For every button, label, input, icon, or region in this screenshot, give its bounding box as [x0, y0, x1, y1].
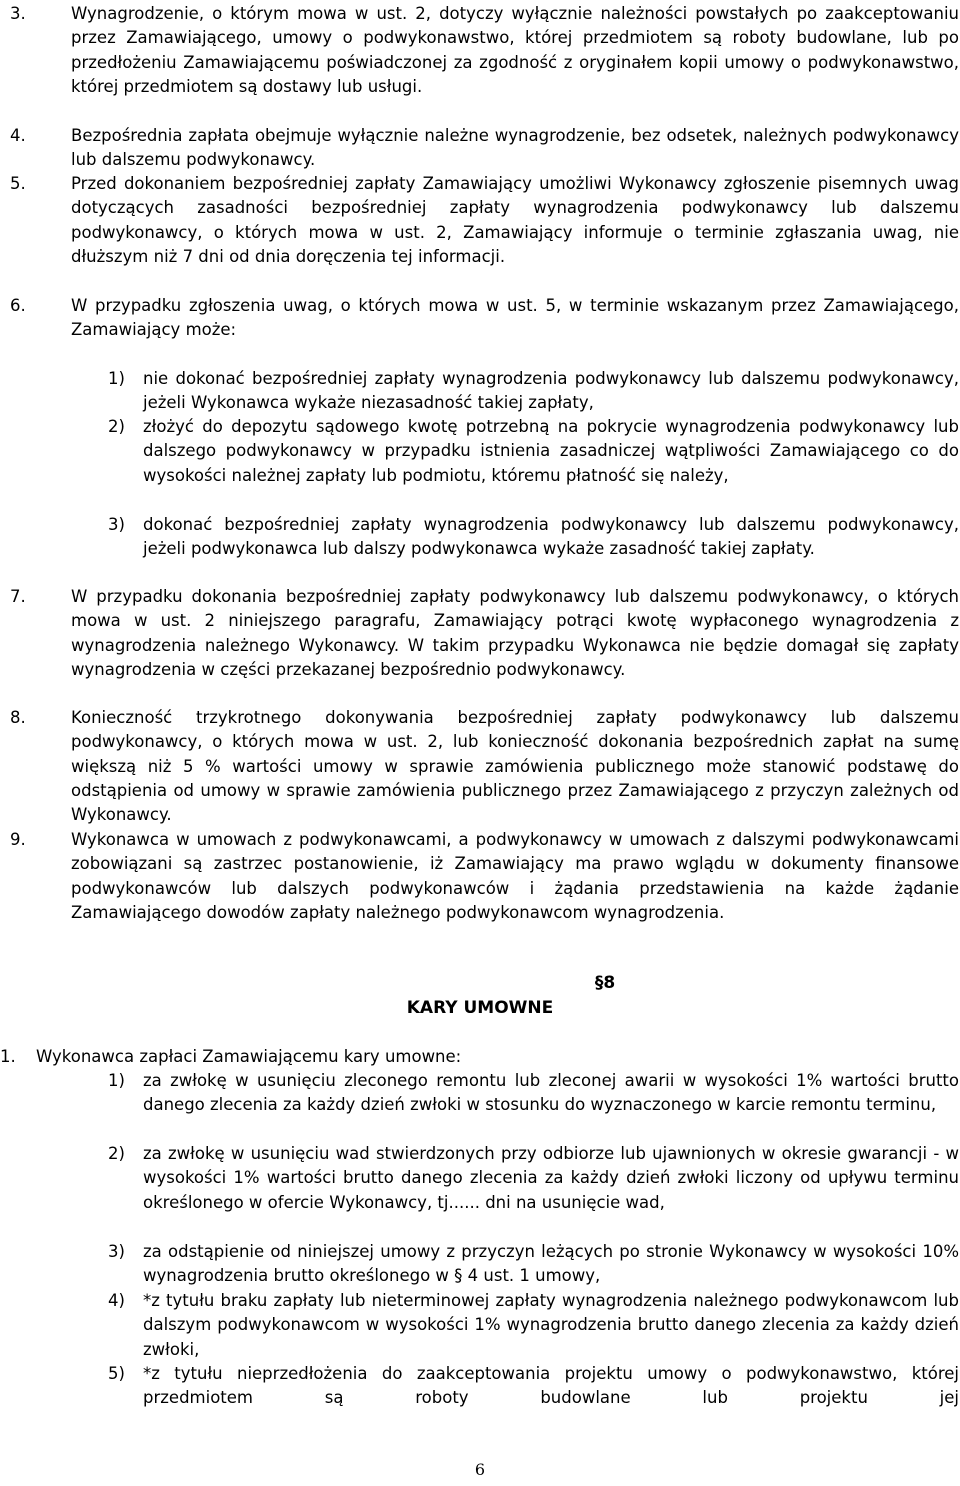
- penalty-sub-3: [0, 1240, 960, 1289]
- section-title: KARY UMOWNE: [406, 998, 554, 1018]
- sub-item-text: dokonać bezpośredniej zapłaty wynagrodzenia podwykonawcy lub dalszemu podwykonawcy, jeżeli podwykonawca lub dalszy podwykonawca wykaże zasadność takiej zapłaty.: [143, 515, 959, 559]
- list-item-number: 5.: [10, 174, 26, 193]
- list-item-text: Przed dokonaniem bezpośredniej zapłaty Zamawiający umożliwi Wykonawcy zgłoszenie pisemnych uwag dotyczących zasadności bezpośredniej zapłaty wynagrodzenia podwykonawcy lub dalszemu podwykonawcy, o których mowa w ust. 2, Zamawiający informuje o terminie zgłaszania uwag, nie dłuższym niż 7 dni od dnia doręczenia tej informacji.: [71, 174, 959, 266]
- sub-item-text: za odstąpienie od niniejszej umowy z przyczyn leżących po stronie Wykonawcy w wysokości 10% wynagrodzenia brutto określonego w § 4 ust. 1 umowy,: [143, 1242, 959, 1286]
- sub-item-number: 3): [108, 1242, 125, 1261]
- list-item-3: [0, 2, 960, 99]
- sub-item-6-3: [0, 513, 960, 562]
- sub-item-text: złożyć do depozytu sądowego kwotę potrzebną na pokrycie wynagrodzenia podwykonawcy lub dalszego podwykonawcy w przypadku istnienia zasadniczej wątpliwości Zamawiającego co do wysokości należnej zapłaty lub podmiotu, któremu płatność się należy,: [143, 417, 959, 485]
- penalty-sub-4: [0, 1289, 960, 1362]
- list-item-number: 3.: [10, 4, 26, 23]
- list-item-6: [0, 294, 960, 343]
- sub-item-text: nie dokonać bezpośredniej zapłaty wynagrodzenia podwykonawcy lub dalszemu podwykonawcy, jeżeli Wykonawca wykaże niezasadność takiej zapłaty,: [143, 369, 959, 413]
- page-number: 6: [474, 1460, 486, 1479]
- penalty-point-1: [0, 1045, 960, 1069]
- list-item-8: [0, 706, 960, 827]
- list-item-text: Wykonawca zapłaci Zamawiającemu kary umowne:: [36, 1047, 462, 1066]
- list-item-7: [0, 585, 960, 682]
- sub-item-text: *z tytułu braku zapłaty lub nieterminowej zapłaty wynagrodzenia należnego podwykonawcom lub dalszym podwykonawcom w wysokości 1% wynagrodzenia brutto danego zlecenia za każdy dzień zwłoki,: [143, 1291, 959, 1359]
- list-item-number: 1.: [0, 1047, 16, 1066]
- penalty-sub-5: [0, 1362, 960, 1411]
- sub-item-number: 2): [108, 1144, 125, 1163]
- list-item-text: Konieczność trzykrotnego dokonywania bezpośredniej zapłaty podwykonawcy lub dalszemu podwykonawcy, o których mowa w ust. 2, lub konieczność dokonania bezpośrednich zapłat na sumę większą niż 5 % wartości umowy w sprawie zamówienia publicznego może stanowić podstawę do odstąpienia od umowy w sprawie zamówienia publicznego przez Zamawiającego z przyczyn zależnych od Wykonawcy.: [71, 708, 959, 825]
- sub-item-text: za zwłokę w usunięciu wad stwierdzonych przy odbiorze lub ujawnionych w okresie gwarancji - w wysokości 1% wartości brutto danego zlecenia za każdy dzień zwłoki liczony od upływu terminu określonego w ofercie Wykonawcy, tj...... dni na usunięcie wad,: [143, 1144, 959, 1212]
- list-item-5: [0, 172, 960, 269]
- list-item-9: [0, 828, 960, 925]
- sub-item-6-1: [0, 367, 960, 416]
- list-item-text: W przypadku zgłoszenia uwag, o których mowa w ust. 5, w terminie wskazanym przez Zamawiającego, Zamawiający może:: [71, 296, 959, 340]
- penalty-sub-2: [0, 1142, 960, 1215]
- sub-item-number: 3): [108, 515, 125, 534]
- penalty-sub-1: [0, 1069, 960, 1118]
- sub-item-text: *z tytułu nieprzedłożenia do zaakceptowania projektu umowy o podwykonawstwo, której przedmiotem są roboty budowlane lub projektu jej: [143, 1364, 959, 1408]
- sub-item-number: 1): [108, 1071, 125, 1090]
- section-number-text: §8: [594, 973, 616, 993]
- list-item-text: Bezpośrednia zapłata obejmuje wyłącznie należne wynagrodzenie, bez odsetek, należnych podwykonawcy lub dalszemu podwykonawcy.: [71, 126, 959, 170]
- sub-item-number: 4): [108, 1291, 125, 1310]
- sub-item-text: za zwłokę w usunięciu zleconego remontu lub zleconej awarii w wysokości 1% wartości brutto danego zlecenia za każdy dzień zwłoki w stosunku do wyznaczonego w karcie remontu terminu,: [143, 1071, 959, 1115]
- list-item-number: 8.: [10, 708, 26, 727]
- list-item-number: 9.: [10, 830, 26, 849]
- list-item-number: 4.: [10, 126, 26, 145]
- list-item-4: [0, 124, 960, 173]
- list-item-text: Wynagrodzenie, o którym mowa w ust. 2, dotyczy wyłącznie należności powstałych po zaakceptowaniu przez Zamawiającego, umowy o podwykonawstwo, której przedmiotem są roboty budowlane, lub po przedłożeniu Zamawiającemu poświadczonej za zgodność z oryginałem kopii umowy o podwykonawstwo, której przedmiotem są dostawy lub usługi.: [71, 4, 959, 96]
- sub-item-number: 5): [108, 1364, 125, 1383]
- list-item-text: Wykonawca w umowach z podwykonawcami, a podwykonawcy w umowach z dalszymi podwykonawcami zobowiązani są zastrzec postanowienie, iż Zamawiający ma prawo wglądu w dokumenty finansowe podwykonawców lub dalszych podwykonawców i żądania przedstawienia na każde żądanie Zamawiającego dowodów zapłaty należnego podwykonawcom wynagrodzenia.: [71, 830, 959, 922]
- section-number: [0, 971, 960, 995]
- list-item-number: 6.: [10, 296, 26, 315]
- list-item-text: W przypadku dokonania bezpośredniej zapłaty podwykonawcy lub dalszemu podwykonawcy, o których mowa w ust. 2 niniejszego paragrafu, Zamawiający potrąci kwotę wypłaconego wynagrodzenia z wynagrodzenia należnego Wykonawcy. W takim przypadku Wykonawca nie będzie domagał się zapłaty wynagrodzenia w części przekazanej bezpośrednio podwykonawcy.: [71, 587, 959, 679]
- list-item-number: 7.: [10, 587, 26, 606]
- sub-item-number: 2): [108, 417, 125, 436]
- sub-item-6-2: [0, 415, 960, 488]
- sub-item-number: 1): [108, 369, 125, 388]
